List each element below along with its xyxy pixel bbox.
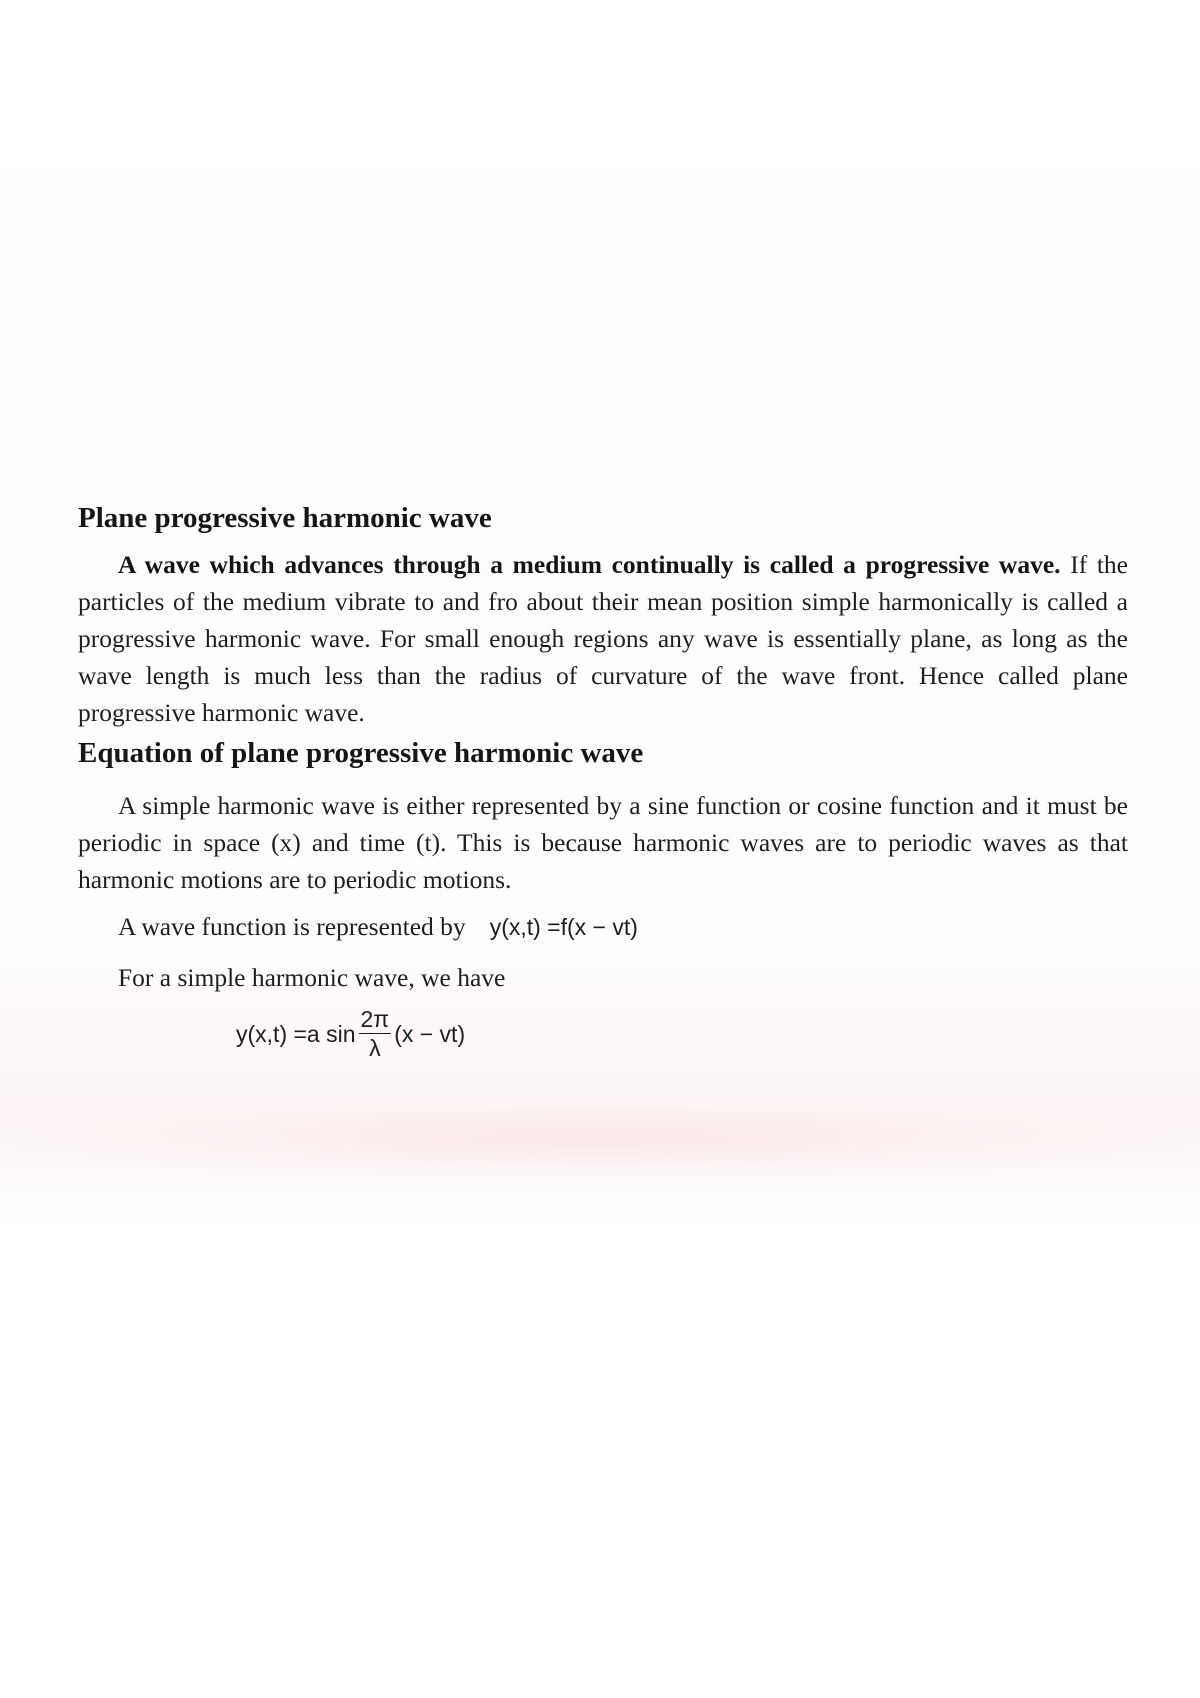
formula-fraction [359, 1008, 392, 1060]
harmonic-wave-formula [236, 1004, 1128, 1064]
section-heading-equation: Equation of plane progressive harmonic wave [78, 737, 644, 769]
formula-lhs: y(x,t) =a sin [236, 1020, 356, 1047]
definition-body: If the particles of the medium vibrate to and fro about their mean position simple harmonically is called a progressive harmonic wave. For small enough regions any wave is essentially plane, as long as the wave length is much less than the radius of curvature of the wave front. Hence called plane progressive harmonic wave. [78, 550, 1128, 727]
definition-bold-lead: A wave which advances through a medium continually is called a progressive wave. [118, 550, 1061, 579]
wave-function-equation: y(x,t) =f(x − vt) [489, 914, 638, 940]
fraction-denominator: λ [369, 1035, 381, 1061]
progressive-wave-definition [78, 546, 1128, 731]
scan-artifact [0, 1100, 1200, 1180]
formula-rhs: (x − vt) [394, 1020, 466, 1047]
section-heading-plane-progressive: Plane progressive harmonic wave [78, 502, 492, 534]
fraction-numerator: 2π [360, 1006, 390, 1032]
simple-harmonic-line: For a simple harmonic wave, we have [118, 963, 506, 992]
wave-function-line [78, 908, 1128, 946]
wave-function-text: A wave function is represented by [118, 912, 466, 941]
text-content [78, 500, 1128, 1064]
harmonic-wave-paragraph: A simple harmonic wave is either represented by a sine function or cosine function and it must be periodic in space (x) and time (t). This is because harmonic waves are to periodic waves as that harmonic motions are to periodic motions. [78, 791, 1128, 894]
